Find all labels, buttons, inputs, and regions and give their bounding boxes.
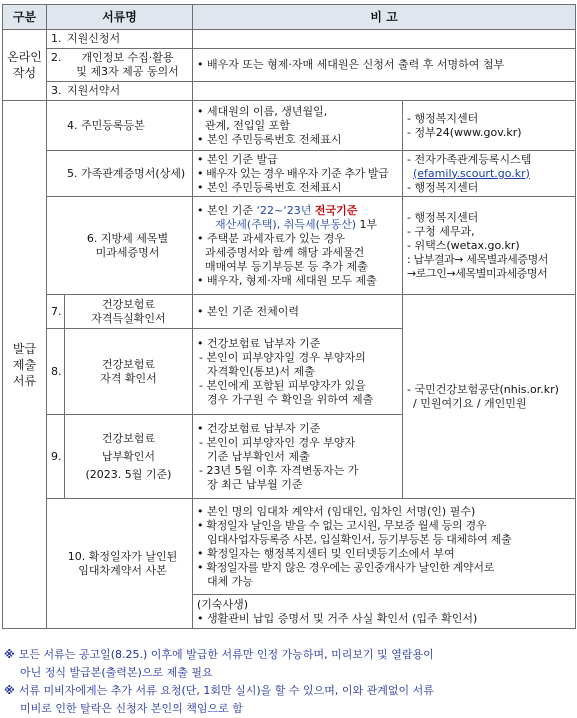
efamily-link[interactable]: (efamily.scourt.go.kr) bbox=[413, 166, 530, 180]
doc-health-qualification: 건강보험료 자격 확인서 bbox=[65, 329, 193, 415]
doc-health-payment: 건강보험료 납부확인서 (2023. 5월 기준) bbox=[65, 415, 193, 499]
doc-family-relation: 5. 가족관계증명서(상세) bbox=[47, 151, 193, 197]
header-document-name: 서류명 bbox=[47, 5, 193, 30]
doc-4-notes: • 세대원의 이름, 생년월일, 관계, 전입일 포함 • 본인 주민등록번호 전체표시 bbox=[193, 101, 403, 151]
online-item-2-note: • 배우자 또는 형제·자매 세대원은 신청서 출력 후 서명하여 첨부 bbox=[193, 49, 576, 82]
online-item-1-note bbox=[193, 30, 576, 49]
doc-9-notes: • 건강보험료 납부자 기준 - 본인이 피부양자인 경우 부양자 기준 납부확인서 제출 - 23년 5월 이후 자격변동자는 가 장 최근 납부월 기준 bbox=[193, 415, 403, 499]
doc-lease-contract: 10. 확정일자가 날인된 임대차계약서 사본 bbox=[47, 499, 193, 629]
doc-local-tax: 6. 지방세 세목별 미과세증명서 bbox=[47, 197, 193, 295]
doc-8-notes: • 건강보험료 납부자 기준 - 본인이 피부양자일 경우 부양자의 자격확인(통보)서 제출 - 본인에게 포함된 피부양자가 있을 경우 가구원 수 확인을 위하여 제출 bbox=[193, 329, 403, 415]
doc-4-place: - 행정복지센터 - 정부24(www.gov.kr) bbox=[403, 101, 576, 151]
doc-7-note: • 본인 기준 전체이력 bbox=[193, 295, 403, 329]
doc-10-notes: • 본인 명의 임대차 계약서 (임대인, 임차인 서명(인) 필수) • 확정일자 날인을 받을 수 없는 고시원, 무보증 월세 등의 경우 임대사업자등록증 사본, 입실확인서, 등기부등본 등 대체하여 제출 • 확정일자는 행정복지센터 및 인터넷등기소에서 부여 • 확정일자를 받지 않은 경우에는 공인중개사가 날인한 계약서로 대체 가능 bbox=[193, 499, 576, 595]
doc-health-eligibility: 건강보험료 자격득실확인서 bbox=[65, 295, 193, 329]
online-item-2: 2. 개인정보 수집·활용 및 제3자 제공 동의서 bbox=[47, 49, 193, 82]
doc-10-dormitory-notes: (기숙사생) • 생활관비 납입 증명서 및 거주 사실 확인서 (입주 확인서) bbox=[193, 595, 576, 629]
online-item-1: 1. 지원신청서 bbox=[47, 30, 193, 49]
doc-6-notes: • 본인 기준 ‘22~‘23년 전국기준 재산세(주택), 취득세(부동산) 1부 • 주택분 과세자료가 있는 경우 과세증명서와 함께 해당 과세물건 매매여부 등기부등본 등 추가 제출 • 배우자, 형제·자매 세대원 모두 제출 bbox=[193, 197, 403, 295]
document-table bbox=[2, 4, 576, 629]
doc-9-num: 9. bbox=[47, 415, 65, 499]
doc-6-place: - 행정복지센터 - 구청 세무과, - 위택스(wetax.go.kr) : 납부결과→ 세목별과세증명서 →로그인→세목별미과세증명서 bbox=[403, 197, 576, 295]
doc-7-num: 7. bbox=[47, 295, 65, 329]
doc-resident-registration: 4. 주민등록등본 bbox=[47, 101, 193, 151]
doc-5-notes: • 본인 기준 발급 • 배우자 있는 경우 배우자 기준 추가 발급 • 본인 주민등록번호 전체표시 bbox=[193, 151, 403, 197]
doc-7-9-place: - 국민건강보험공단(nhis.or.kr) / 민원여기요 / 개인민원 bbox=[403, 295, 576, 499]
category-issued: 발급 제출 서류 bbox=[3, 101, 47, 629]
header-remarks: 비 고 bbox=[193, 5, 576, 30]
online-item-3-note bbox=[193, 82, 576, 101]
footnote-1: ※ 모든 서류는 공고일(8.25.) 이후에 발급한 서류만 인정 가능하며, 미리보기 및 열람용이 아닌 정식 발급본(출력본)으로 제출 필요 bbox=[4, 648, 434, 679]
doc-5-place: - 전자가족관계등록시스템 (efamily.scourt.go.kr) - 행정복지센터 bbox=[403, 151, 576, 197]
online-item-3: 3. 지원서약서 bbox=[47, 82, 193, 101]
footnote-2: ※ 서류 미비자에게는 추가 서류 요청(단, 1회만 실시)을 할 수 있으며, 이와 관계없이 서류 미비로 인한 탈락은 신청자 본인의 책임으로 함 bbox=[4, 684, 434, 715]
header-category: 구분 bbox=[3, 5, 47, 30]
doc-8-num: 8. bbox=[47, 329, 65, 415]
category-online: 온라인 작성 bbox=[3, 30, 47, 101]
